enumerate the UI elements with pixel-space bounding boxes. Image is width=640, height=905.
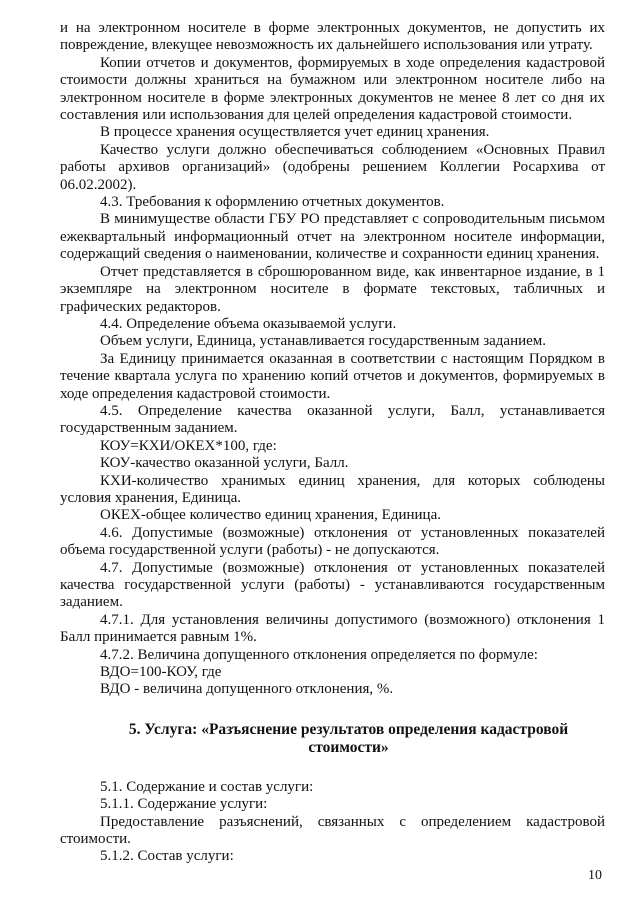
paragraph: В минимуществе области ГБУ РО представляет с сопроводительным письмом ежеквартальный информационный отчет на электронном носителе информации, содержащий сведения о наименовании, количестве и сохранности единиц хранения. xyxy=(60,211,605,263)
paragraph: 4.7.2. Величина допущенного отклонения определяется по формуле: xyxy=(100,646,538,663)
paragraph: 4.6. Допустимые (возможные) отклонения от установленных показателей объема государственной услуги (работы) - не допускаются. xyxy=(60,524,605,559)
formula-line: КОУ=КХИ/ОКЕХ*100, где: xyxy=(100,437,277,454)
paragraph: За Единицу принимается оказанная в соответствии с настоящим Порядком в течение квартала услуга по хранению копий отчетов и документов, формируемых в ходе определения кадастровой стоимости. xyxy=(60,350,605,402)
paragraph: Отчет представляется в сброшюрованном виде, как инвентарное издание, в 1 экземпляре на электронном носителе в формате текстовых, табличных и графических редакторов. xyxy=(60,263,605,315)
paragraph: Предоставление разъяснений, связанных с определением кадастровой стоимости. xyxy=(60,813,605,848)
paragraph: В процессе хранения осуществляется учет единиц хранения. xyxy=(100,124,490,141)
paragraph: Копии отчетов и документов, формируемых в ходе определения кадастровой стоимости должны храниться на бумажном или электронном носителе либо на электронном носителе в форме электронных документов не менее 8 лет со дня их составления или использования для целей определения кадастровой стоимости. xyxy=(60,54,605,124)
paragraph: 4.7. Допустимые (возможные) отклонения от установленных показателей качества государственной услуги (работы) - устанавливаются государственным заданием. xyxy=(60,559,605,611)
paragraph: 5.1.2. Состав услуги: xyxy=(100,848,234,865)
paragraph: 4.5. Определение качества оказанной услуги, Балл, устанавливается государственным заданием. xyxy=(60,402,605,437)
paragraph: 5.1. Содержание и состав услуги: xyxy=(100,778,314,795)
paragraph: и на электронном носителе в форме электронных документов, не допустить их повреждение, влекущее невозможность их дальнейшего использования или утрату. xyxy=(60,20,605,54)
document-body xyxy=(60,20,605,866)
paragraph: КОУ-качество оказанной услуги, Балл. xyxy=(100,455,349,472)
paragraph: 4.7.1. Для установления величины допустимого (возможного) отклонения 1 Балл принимается равным 1%. xyxy=(60,611,605,646)
paragraph: 4.4. Определение объема оказываемой услуги. xyxy=(100,315,397,332)
formula-line: ВДО=100-КОУ, где xyxy=(100,664,222,681)
paragraph: ВДО - величина допущенного отклонения, %. xyxy=(100,681,394,698)
paragraph: 4.3. Требования к оформлению отчетных документов. xyxy=(100,194,445,211)
paragraph: ОКЕХ-общее количество единиц хранения, Единица. xyxy=(100,507,441,524)
paragraph: 5.1.1. Содержание услуги: xyxy=(100,796,268,813)
section-heading: 5. Услуга: «Разъяснение результатов определения кадастровой стоимости» xyxy=(128,720,569,756)
paragraph: Объем услуги, Единица, устанавливается государственным заданием. xyxy=(100,333,547,350)
paragraph: КХИ-количество хранимых единиц хранения, для которых соблюдены условия хранения, Единица. xyxy=(60,472,605,506)
page-number: 10 xyxy=(588,868,602,883)
paragraph: Качество услуги должно обеспечиваться соблюдением «Основных Правил работы архивов организаций» (одобрены решением Коллегии Росархива от 06.02.2002). xyxy=(60,141,605,193)
